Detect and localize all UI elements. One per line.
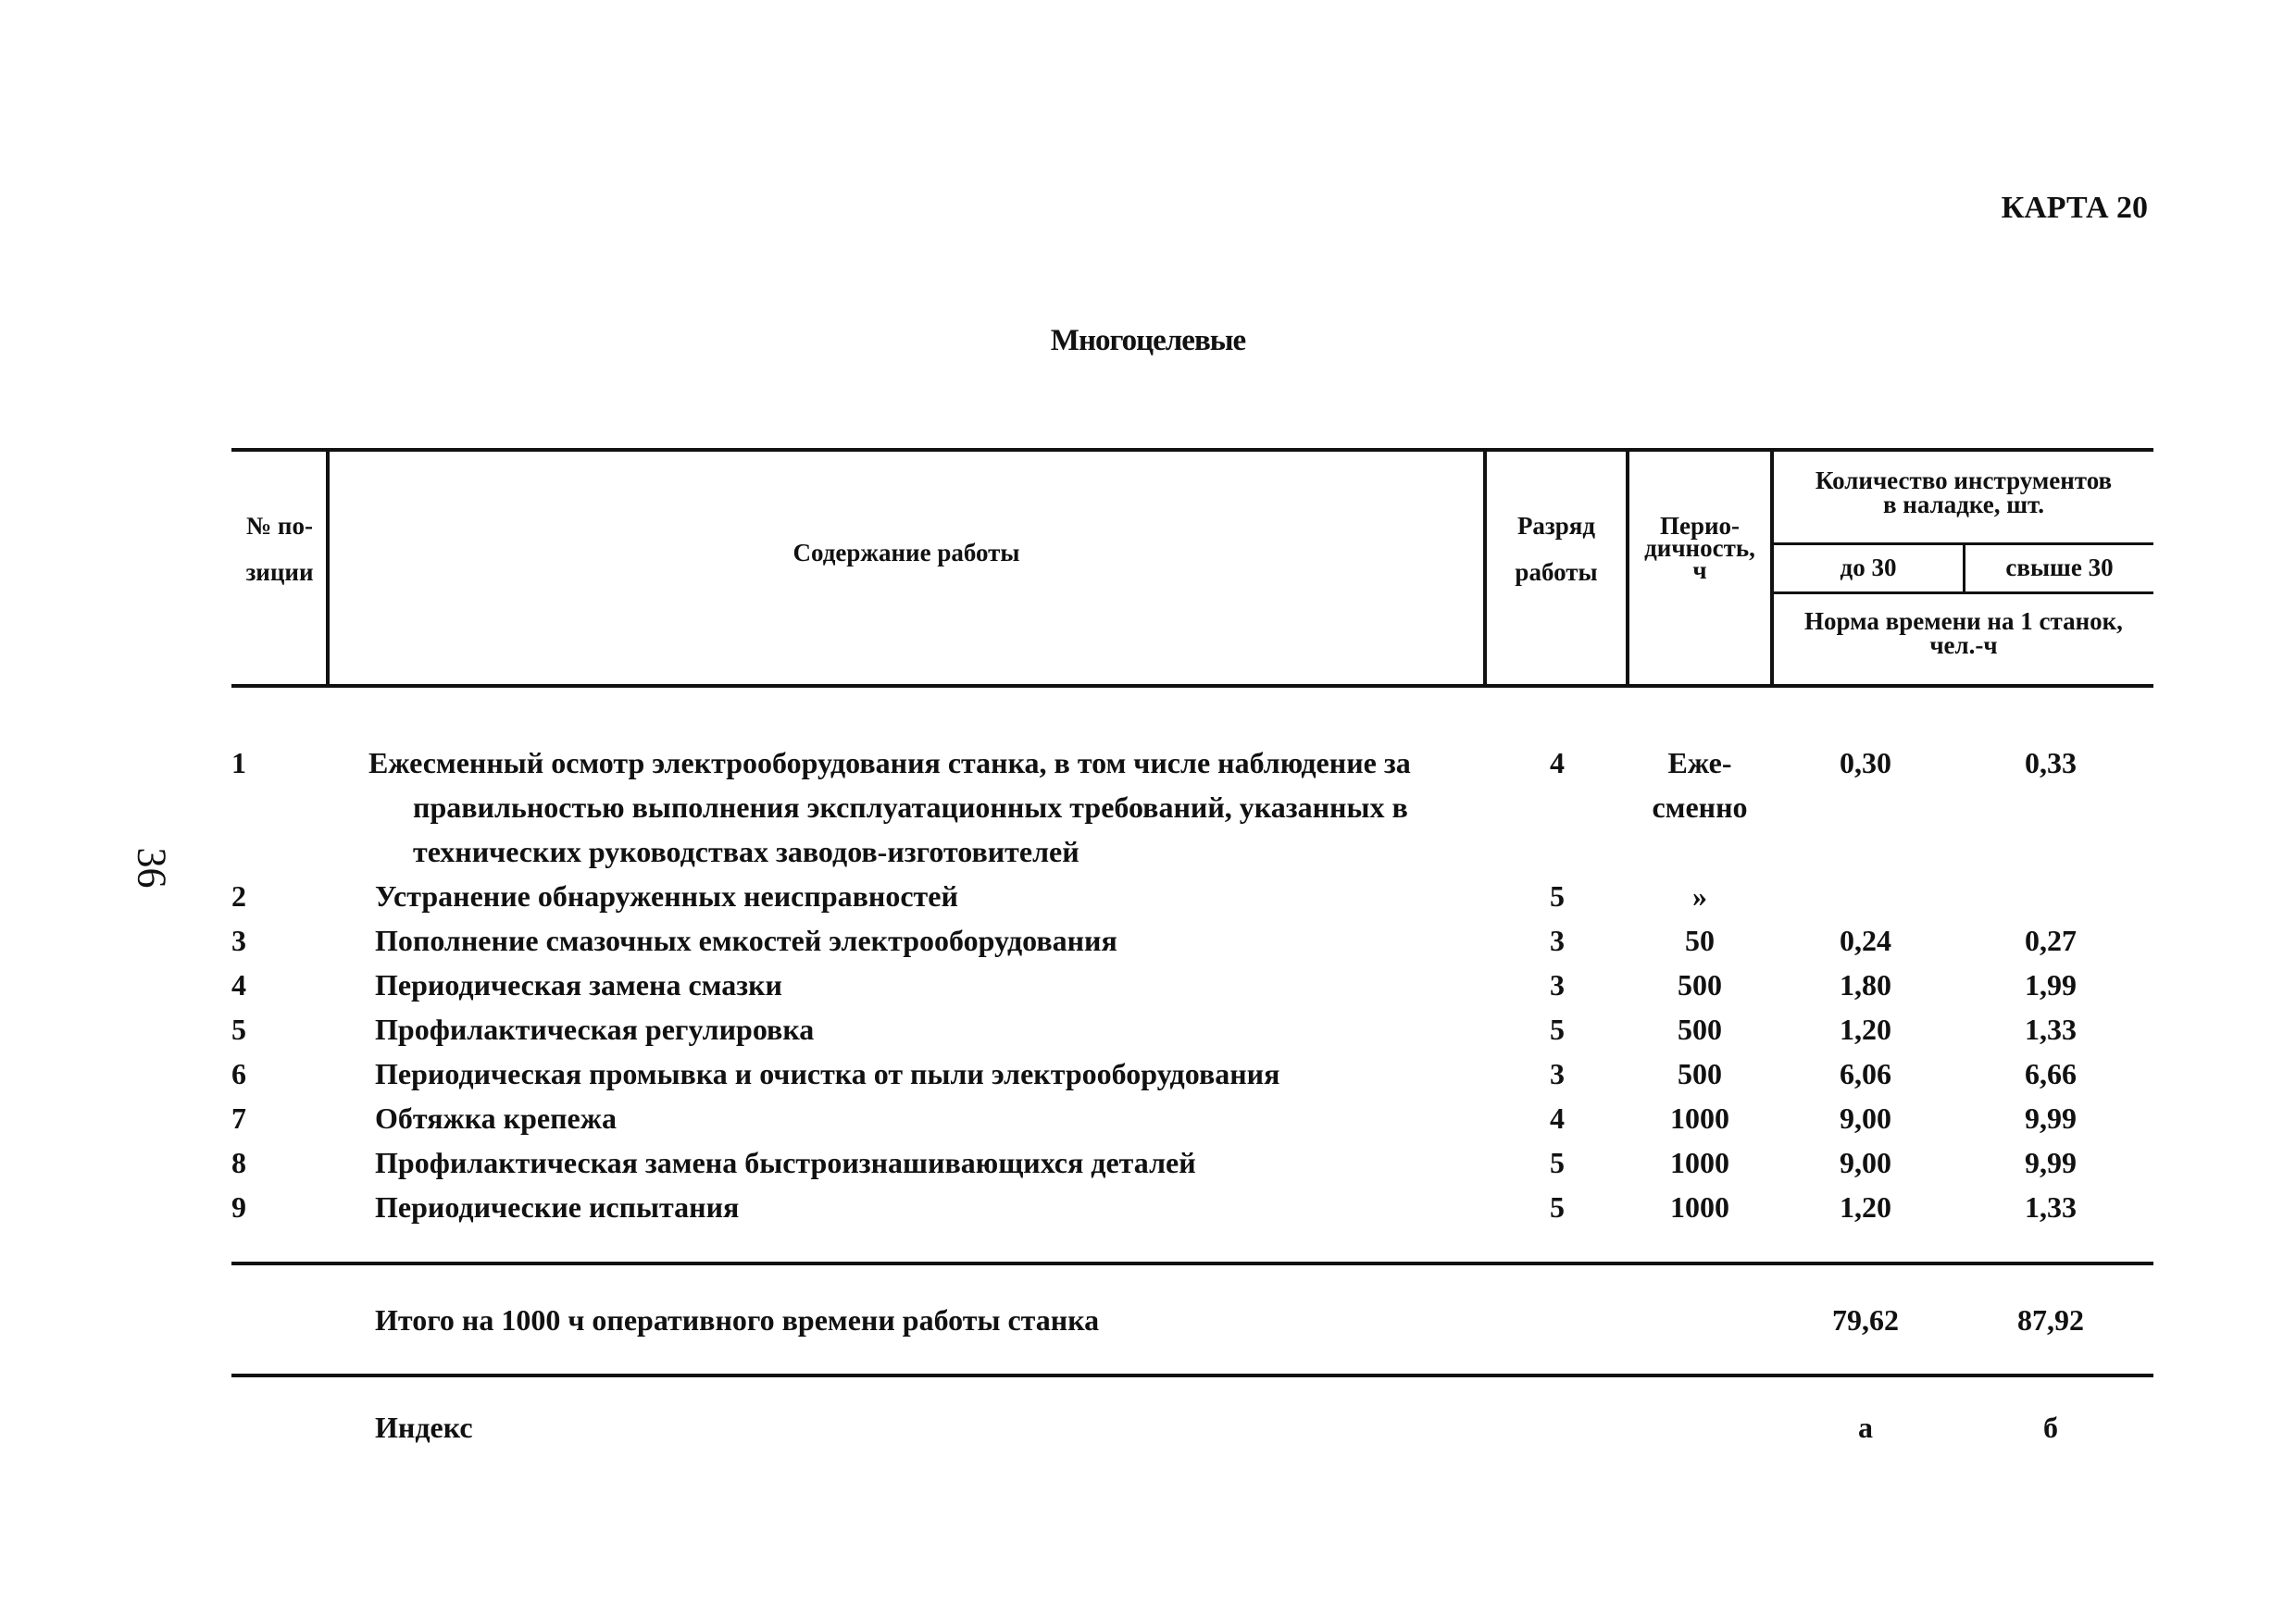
row-description: Пополнение смазочных емкостей электрооборудования	[375, 924, 1117, 957]
row-description: Периодическая промывка и очистка от пыли электрооборудования	[375, 1057, 1280, 1090]
row-position: 3	[231, 924, 246, 957]
row-grade: 3	[1550, 968, 1565, 1002]
header-text: № по-	[246, 512, 313, 540]
row-period: сменно	[1652, 790, 1748, 824]
page-title: Многоцелевые	[1050, 324, 1246, 357]
header-top-rule	[231, 448, 2153, 452]
total-label: Итого на 1000 ч оперативного времени работы станка	[375, 1303, 1100, 1337]
row-period: 1000	[1670, 1101, 1729, 1135]
row-value-1: 1,20	[1840, 1013, 1891, 1046]
row-grade: 5	[1550, 1190, 1565, 1224]
row-description: Периодические испытания	[375, 1190, 740, 1224]
row-position: 9	[231, 1190, 246, 1224]
row-period: Еже-	[1667, 746, 1732, 779]
header-text: Норма времени на 1 станок,	[1804, 607, 2123, 635]
row-period: 50	[1685, 924, 1715, 957]
row-description: правильностью выполнения эксплуатационных требований, указанных в	[413, 790, 1408, 824]
row-grade: 5	[1550, 1146, 1565, 1179]
row-period: »	[1692, 879, 1707, 913]
row-position: 2	[231, 879, 246, 913]
index-label: Индекс	[375, 1411, 473, 1444]
total-top-rule	[231, 1262, 2153, 1265]
col-tools-sub2: свыше 30	[2005, 554, 2114, 581]
row-description: Профилактическая регулировка	[375, 1013, 815, 1046]
row-grade: 5	[1550, 879, 1565, 913]
row-position: 1	[231, 746, 246, 779]
row-position: 7	[231, 1101, 246, 1135]
row-grade: 4	[1550, 1101, 1565, 1135]
row-position: 5	[231, 1013, 246, 1046]
row-value-1: 0,24	[1840, 924, 1891, 957]
header-text: зиции	[245, 558, 314, 586]
row-period: 500	[1678, 968, 1722, 1002]
divider	[326, 450, 330, 686]
row-grade: 3	[1550, 1057, 1565, 1090]
row-period: 1000	[1670, 1190, 1729, 1224]
row-grade: 5	[1550, 1013, 1565, 1046]
row-value-2: 0,27	[2025, 924, 2077, 957]
row-position: 8	[231, 1146, 246, 1179]
page-number: 36	[129, 847, 175, 889]
header-text: ч	[1692, 556, 1707, 584]
row-value-1: 9,00	[1840, 1101, 1891, 1135]
col-grade-header	[1487, 514, 1626, 584]
row-value-2: 1,33	[2025, 1190, 2077, 1224]
total-value-2: 87,92	[2017, 1303, 2084, 1337]
row-description: Ежесменный осмотр электрооборудования станка, в том числе наблюдение за	[368, 746, 1411, 779]
index-value-1: а	[1858, 1411, 1873, 1444]
row-value-1: 0,30	[1840, 746, 1891, 779]
row-period: 1000	[1670, 1146, 1729, 1179]
card-label: КАРТА 20	[2001, 191, 2148, 225]
row-grade: 3	[1550, 924, 1565, 957]
header-text: Перио-	[1659, 512, 1741, 540]
row-value-1: 1,80	[1840, 968, 1891, 1002]
row-value-2: 9,99	[2025, 1146, 2077, 1179]
row-value-2: 1,33	[2025, 1013, 2077, 1046]
col-tools-header	[1774, 468, 2153, 517]
row-value-1: 6,06	[1840, 1057, 1891, 1090]
row-position: 6	[231, 1057, 246, 1090]
row-value-1: 1,20	[1840, 1190, 1891, 1224]
row-description: Обтяжка крепежа	[375, 1101, 617, 1135]
header-text: в наладке, шт.	[1882, 491, 2045, 518]
row-description: Профилактическая замена быстроизнашивающихся деталей	[375, 1146, 1196, 1179]
header-text: работы	[1515, 558, 1598, 586]
header-text: Разряд	[1516, 512, 1596, 540]
header-bottom-rule	[231, 684, 2153, 688]
row-value-2: 6,66	[2025, 1057, 2077, 1090]
index-value-2: б	[2043, 1411, 2058, 1444]
header-text: чел.-ч	[1929, 631, 1998, 659]
row-description: Устранение обнаруженных неисправностей	[375, 879, 958, 913]
header-text: дичность,	[1644, 534, 1755, 562]
row-position: 4	[231, 968, 246, 1002]
row-value-2: 1,99	[2025, 968, 2077, 1002]
row-period: 500	[1678, 1057, 1722, 1090]
col-content-header: Содержание работы	[792, 539, 1020, 566]
row-period: 500	[1678, 1013, 1722, 1046]
row-value-1: 9,00	[1840, 1146, 1891, 1179]
col-tools-sub1: до 30	[1840, 554, 1897, 581]
total-bottom-rule	[231, 1374, 2153, 1377]
row-value-2: 0,33	[2025, 746, 2077, 779]
row-description: Периодическая замена смазки	[375, 968, 782, 1002]
row-value-2: 9,99	[2025, 1101, 2077, 1135]
header-text: Количество инструментов	[1815, 467, 2113, 494]
total-value-1: 79,62	[1832, 1303, 1899, 1337]
row-grade: 4	[1550, 746, 1565, 779]
col-norm-header	[1774, 609, 2153, 657]
col-position-header	[233, 514, 326, 584]
row-description: технических руководствах заводов-изготовителей	[413, 835, 1079, 868]
col-period-header	[1629, 512, 1770, 584]
